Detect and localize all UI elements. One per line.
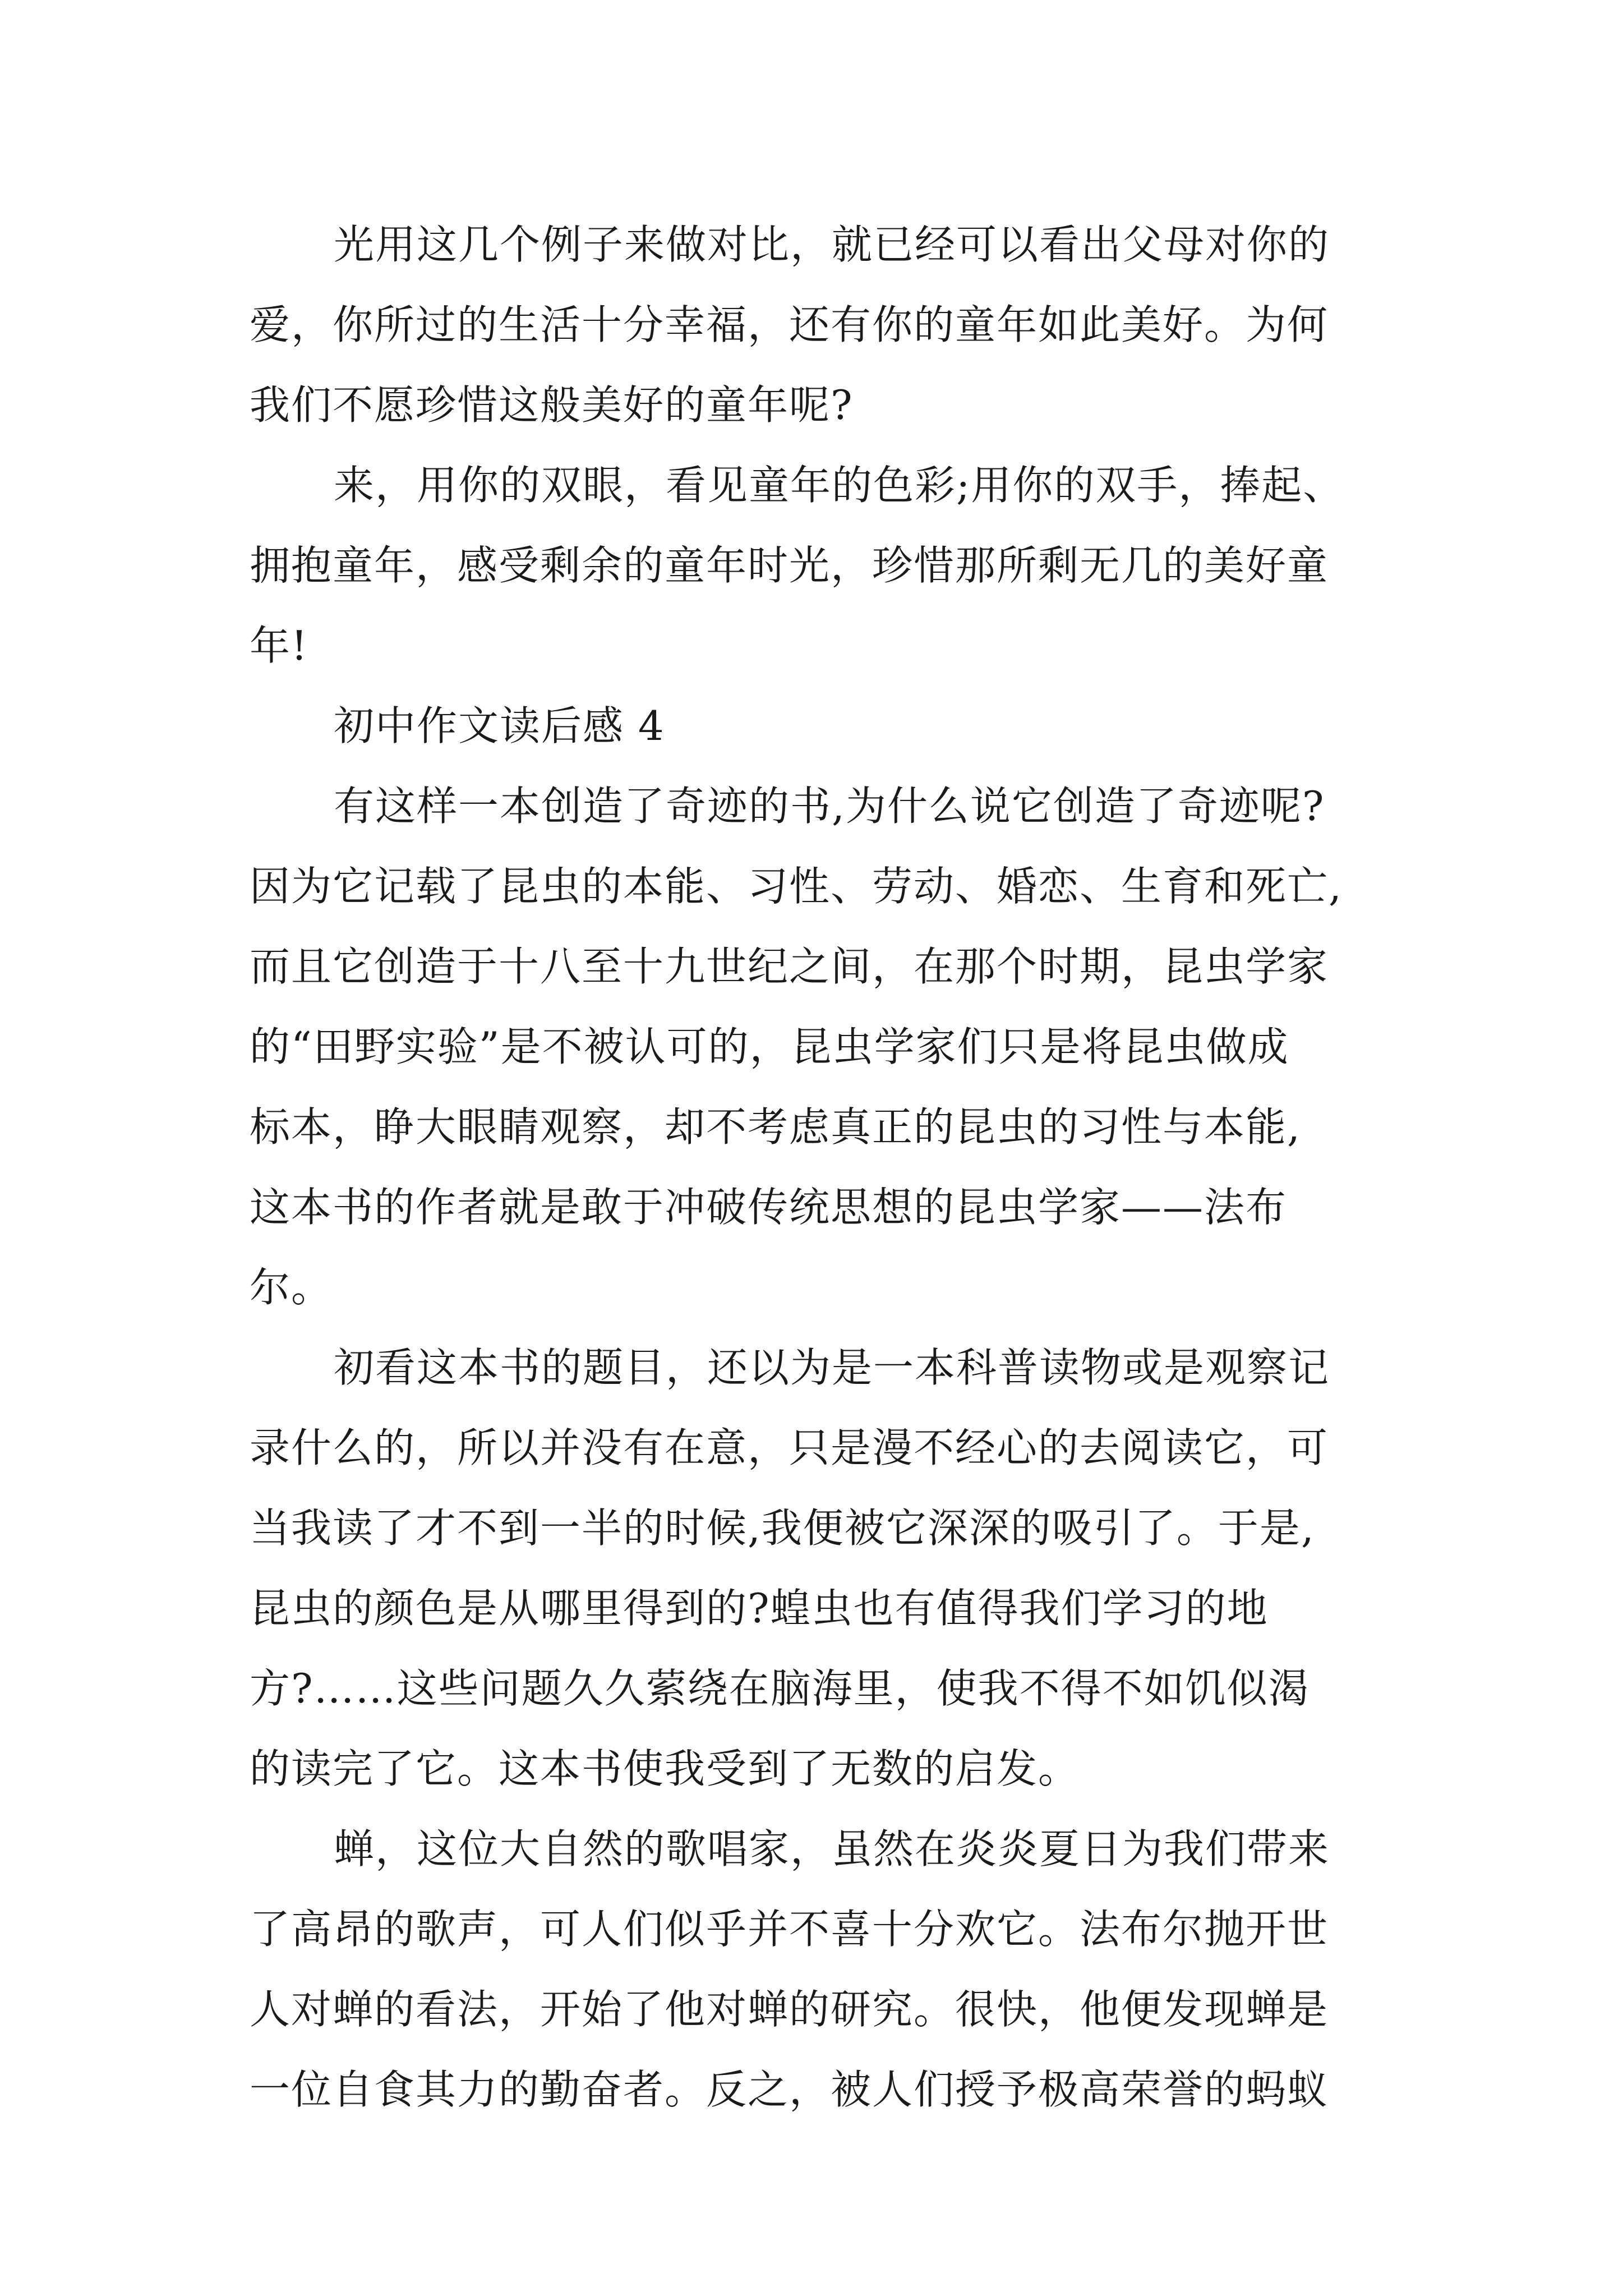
- text-line: 录什么的，所以并没有在意，只是漫不经心的去阅读它，可: [250, 1424, 1329, 1471]
- text-line: 而且它创造于十八至十九世纪之间，在那个时期，昆虫学家: [250, 943, 1329, 990]
- text-line: 我们不愿珍惜这般美好的童年呢?: [250, 381, 854, 429]
- paragraph: [250, 1809, 1377, 2130]
- text-line: 光用这几个例子来做对比，就已经可以看出父母对你的: [334, 221, 1330, 268]
- text-line: 爱，你所过的生活十分幸福，还有你的童年如此美好。为何: [250, 301, 1329, 348]
- text-line: 当我读了才不到一半的时候,我便被它深深的吸引了。于是,: [250, 1504, 1315, 1552]
- document-body: [250, 205, 1377, 2130]
- text-line: 昆虫的颜色是从哪里得到的?蝗虫也有值得我们学习的地: [250, 1585, 1269, 1632]
- text-line: 方?……这些问题久久萦绕在脑海里，使我不得不如饥似渴: [250, 1665, 1310, 1712]
- paragraph: [250, 445, 1377, 686]
- paragraph: [250, 205, 1377, 445]
- text-line: 因为它记载了昆虫的本能、习性、劳动、婚恋、生育和死亡,: [250, 863, 1343, 910]
- text-line: 的读完了它。这本书使我受到了无数的启发。: [250, 1745, 1080, 1792]
- text-line: 尔。: [250, 1264, 333, 1311]
- text-line: 这本书的作者就是敢于冲破传统思想的昆虫学家——法布: [250, 1184, 1288, 1231]
- section-heading: [250, 686, 1377, 766]
- text-line: 年!: [250, 622, 308, 669]
- text-line: 初看这本书的题目，还以为是一本科普读物或是观察记: [334, 1344, 1330, 1391]
- text-line: 了高昂的歌声，可人们似乎并不喜十分欢它。法布尔抛开世: [250, 1906, 1329, 1953]
- text-line: 来，用你的双眼，看见童年的色彩;用你的双手，捧起、: [334, 462, 1345, 509]
- text-line: 标本，睁大眼睛观察，却不考虑真正的昆虫的习性与本能,: [250, 1103, 1301, 1151]
- paragraph: [250, 1328, 1377, 1809]
- text-line: 一位自食其力的勤奋者。反之，被人们授予极高荣誉的蚂蚁: [250, 2066, 1329, 2113]
- text-line: 拥抱童年，感受剩余的童年时光，珍惜那所剩无几的美好童: [250, 542, 1329, 589]
- paragraph: [250, 766, 1377, 1328]
- heading-text: 初中作文读后感 4: [334, 702, 665, 749]
- text-line: 人对蝉的看法，开始了他对蝉的研究。很快，他便发现蝉是: [250, 1986, 1329, 2033]
- text-line: 有这样一本创造了奇迹的书,为什么说它创造了奇迹呢?: [334, 783, 1325, 830]
- text-line: 的“田野实验”是不被认可的，昆虫学家们只是将昆虫做成: [250, 1023, 1289, 1070]
- text-line: 蝉，这位大自然的歌唱家，虽然在炎炎夏日为我们带来: [334, 1825, 1330, 1872]
